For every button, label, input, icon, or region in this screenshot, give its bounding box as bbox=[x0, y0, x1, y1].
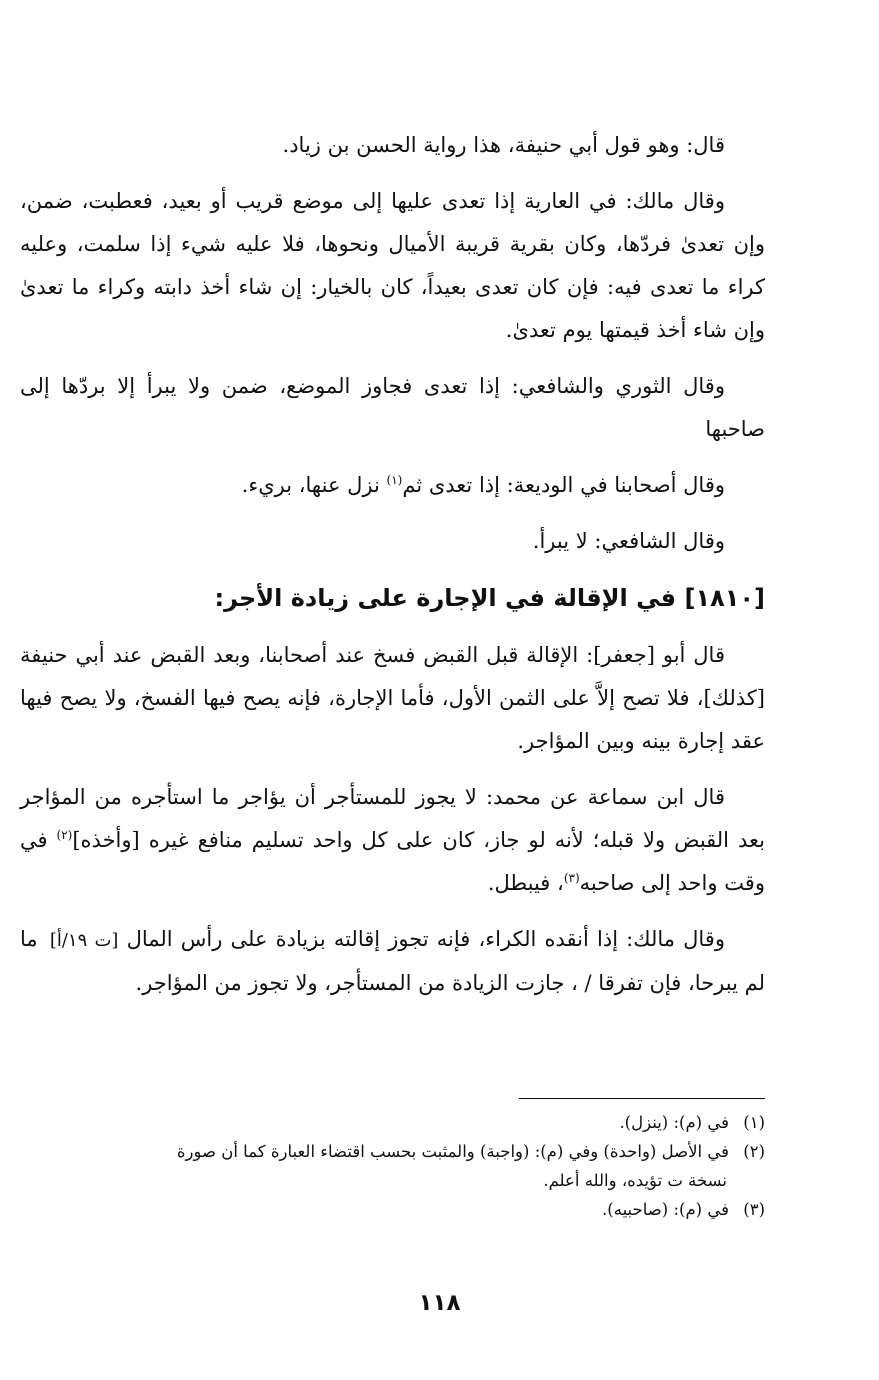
footnote-1 bbox=[20, 1108, 765, 1137]
section-paragraph-1: قال أبو [جعفر]: الإقالة قبل القبض فسخ عند أصحابنا، وبعد القبض عند أبي حنيفة [كذلك]، فلا تصح إلاَّ على الثمن الأول، فأما الإجارة، فإنه يصح فيها الفسخ، ولا يصح فيها عقد إجارة بينه وبين المؤاجر. bbox=[20, 643, 765, 753]
footnote-3 bbox=[20, 1195, 765, 1224]
paragraph-2: وقال مالك: في العارية إذا تعدى عليها إلى موضع قريب أو بعيد، فعطبت، ضمن، وإن تعدىٰ فردّها، وكان بقرية قريبة الأميال ونحوها، فلا عليه شيء إذا سلمت، وعليه كراء ما تعدى فيه: فإن كان تعدى بعيداً، كان بالخيار: إن شاء أخذ دابته وكراء ما تعدىٰ وإن شاء أخذ قيمتها يوم تعدىٰ. bbox=[20, 189, 765, 342]
paragraph-1: قال: وهو قول أبي حنيفة، هذا رواية الحسن بن زياد. bbox=[282, 133, 725, 157]
page-number: ١١٨ bbox=[418, 1290, 461, 1316]
footnotes bbox=[20, 1108, 765, 1224]
footnote-number: (٢) bbox=[743, 1142, 765, 1161]
manuscript-folio-note: [ت ١٩/أ] bbox=[49, 930, 119, 951]
footnote-text: في الأصل (واحدة) وفي (م): (واجبة) والمثبت بحسب اقتضاء العبارة كما أن صورة bbox=[176, 1142, 729, 1161]
paragraph-4-text: وقال أصحابنا في الوديعة: إذا تعدى ثم bbox=[402, 473, 725, 497]
section-heading: [١٨١٠] في الإقالة في الإجارة على زيادة الأجر: bbox=[214, 584, 765, 612]
footnote-2 bbox=[20, 1137, 765, 1166]
main-text bbox=[20, 124, 765, 1018]
footnote-number: (٣) bbox=[743, 1200, 765, 1219]
section-paragraph-2 bbox=[20, 776, 765, 905]
footnote-text: في (م): (صاحبيه). bbox=[602, 1200, 729, 1219]
section-paragraph-2-text: قال ابن سماعة عن محمد: لا يجوز للمستأجر أن يؤاجر ما استأجره من المؤاجر بعد القبض ولا قبله؛ لأنه لو جاز، كان على كل واحد تسليم منافع غيره [وأخذه] bbox=[20, 785, 765, 852]
footnote-2-continuation: نسخة ت تؤيده، والله أعلم. bbox=[543, 1171, 727, 1190]
section-paragraph-2-text-mid: في وقت واحد إلى صاحبه bbox=[20, 828, 765, 895]
section-paragraph-2-text-end: ، فيبطل. bbox=[487, 871, 564, 895]
footnote-ref-2: (٢) bbox=[56, 828, 73, 842]
section-paragraph-3 bbox=[20, 918, 765, 1005]
footnote-divider bbox=[519, 1098, 765, 1099]
paragraph-5: وقال الشافعي: لا يبرأ. bbox=[532, 529, 725, 553]
footnote-number: (١) bbox=[743, 1113, 765, 1132]
paragraph-4 bbox=[20, 464, 765, 507]
footnote-text: في (م): (ينزل). bbox=[619, 1113, 729, 1132]
paragraph-3: وقال الثوري والشافعي: إذا تعدى فجاوز الموضع، ضمن ولا يبرأ إلا بردّها إلى صاحبها bbox=[20, 374, 765, 441]
paragraph-4-text-end: نزل عنها، بريء. bbox=[241, 473, 387, 497]
section-paragraph-3-text: وقال مالك: إذا أنقده الكراء، فإنه تجوز إقالته بزيادة على رأس المال bbox=[118, 927, 725, 951]
section-paragraph-3-text-end: ما لم يبرحا، فإن تفرقا / ، جازت الزيادة من المستأجر، ولا تجوز من المؤاجر. bbox=[20, 927, 765, 995]
footnote-ref-1: (١) bbox=[386, 473, 403, 487]
footnote-ref-3: (٣) bbox=[563, 871, 580, 885]
